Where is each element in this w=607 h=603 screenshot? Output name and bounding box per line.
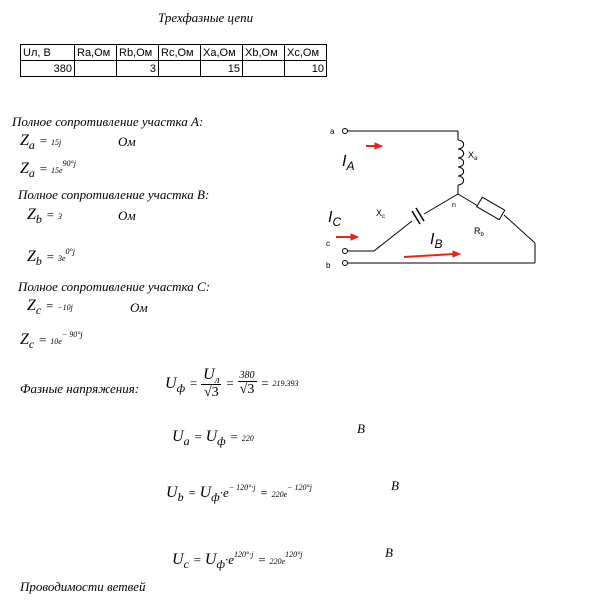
ua-uf-symbol: U: [205, 428, 218, 445]
ub-subscript: b: [177, 490, 184, 504]
uc-uf-symbol: U: [204, 551, 217, 568]
voltage-fraction: [201, 366, 221, 401]
table-header-row: [21, 45, 327, 61]
phase-voltage-formula: $U_ф$ = $\frac{U_л}{√3}$ = $\frac{380}{√3}$ = 219.393: [165, 366, 299, 400]
parameters-table: [20, 44, 327, 77]
ua-unit: В: [357, 421, 365, 436]
uc-result-power: 120°j: [285, 550, 303, 559]
zc-exponential: $Z_c = 10e^{- 90^\circ j}$: [20, 330, 83, 351]
arrow-ib: [404, 254, 454, 257]
value-cell: [75, 61, 117, 77]
za-exp-subscript: a: [28, 166, 35, 180]
page-title: Трехфазные цепи: [158, 10, 254, 25]
rb-letter: R: [474, 226, 481, 236]
uf-symbol: U: [165, 374, 177, 392]
ic-label: [328, 209, 341, 229]
wire-rb-b: [504, 215, 535, 243]
za-exp-power: 90°j: [62, 159, 76, 168]
arrow-ia-head: [375, 143, 382, 149]
ia-label: [342, 153, 354, 173]
zc-algebraic: $Z_c = -10j$: [27, 297, 73, 317]
za-algebraic: $Z_a = 15j$: [20, 132, 62, 152]
ua-symbol: U: [172, 428, 184, 445]
zc-exp-power: − 90°j: [61, 330, 83, 339]
zc-exp-subscript: c: [28, 337, 35, 351]
zb-value: 3: [57, 212, 62, 221]
phase-voltage-result: 219.393: [272, 379, 299, 388]
xc-label: [376, 208, 385, 220]
node-a-label: a: [330, 127, 335, 136]
value-cell: 10: [285, 61, 327, 77]
xc-sub: c: [382, 214, 386, 220]
table-values-row: [21, 61, 327, 77]
node-c-label: c: [326, 239, 330, 248]
voltage-fraction-numeric: [238, 370, 257, 398]
resistor-rb: [477, 197, 505, 220]
section-b-heading: Полное сопротивление участка В:: [18, 187, 210, 202]
header-cell: Rc,Ом: [159, 45, 201, 61]
ub-uf-subscript: ф: [211, 490, 220, 504]
uc-uf-subscript: ф: [216, 557, 226, 571]
section-c-heading: Полное сопротивление участка С:: [18, 279, 211, 294]
za-subscript: a: [28, 138, 35, 152]
ib-letter: I: [430, 231, 435, 248]
zb-algebraic: $Z_b = 3$: [27, 206, 62, 226]
uc-result-base: 220e: [269, 557, 286, 566]
ua-formula: $U_a = U_ф = 220$: [172, 428, 254, 448]
arrow-ic-head: [351, 234, 358, 240]
zb-symbol: Z: [27, 206, 36, 223]
zb-exp-base: 3e: [57, 254, 66, 263]
zc-subscript: c: [35, 303, 42, 317]
ua-uf-subscript: ф: [217, 434, 226, 448]
ib-sub: B: [434, 237, 443, 251]
header-cell: Xc,Ом: [285, 45, 327, 61]
section-a-heading: Полное сопротивление участка А:: [12, 114, 204, 129]
ub-symbol: U: [166, 484, 178, 501]
xc-letter: X: [376, 208, 383, 218]
rb-label: [474, 226, 485, 238]
ua-subscript: a: [183, 434, 190, 448]
node-b-label: b: [326, 261, 331, 270]
terminal-a: [343, 129, 348, 134]
za-symbol: Z: [20, 132, 29, 149]
xa-letter: X: [468, 150, 475, 160]
zc-exp-base: 10e: [50, 337, 62, 346]
ic-letter: I: [328, 209, 333, 226]
za-value: 15j: [50, 138, 62, 147]
za-exponential: $Z_a = 15e^{90^\circ j}$: [20, 159, 76, 180]
arrow-ib-head: [453, 251, 460, 257]
ub-uf-symbol: U: [199, 484, 212, 501]
value-cell: [243, 61, 285, 77]
uc-exp-power: 120°·j: [234, 550, 254, 559]
header-cell: Ra,Ом: [75, 45, 117, 61]
xa-sub: a: [474, 156, 478, 162]
ub-result-base: 220e: [271, 490, 288, 499]
voltage-380: 380: [239, 369, 255, 381]
footer-heading: Проводимости ветвей: [20, 579, 146, 594]
header-cell: Xb,Ом: [243, 45, 285, 61]
zc-exp-symbol: Z: [20, 331, 29, 348]
ib-label: [430, 231, 442, 251]
ub-unit: В: [391, 478, 399, 493]
za-exp-symbol: Z: [20, 160, 29, 177]
uc-formula: $U_c = U_ф\cdot e^{120^\circ\cdot j} = 220e^{120^\circ j}$: [172, 550, 303, 571]
ul-subscript: л: [214, 374, 220, 386]
ub-exp-power: − 120°·j: [228, 483, 256, 492]
ia-letter: I: [342, 153, 347, 170]
terminal-b: [343, 261, 348, 266]
zb-subscript: b: [35, 212, 42, 226]
zb-exp-power: 0°j: [65, 247, 75, 256]
sqrt3-den-numeric: √3: [239, 381, 255, 397]
header-cell: Xa,Ом: [201, 45, 243, 61]
ub-result-power: − 120°j: [287, 483, 312, 492]
uc-subscript: c: [183, 557, 189, 571]
ia-sub: A: [346, 159, 355, 173]
ub-formula: $U_b = U_ф\cdot e^{- 120^\circ\cdot j} = 220e^{- 120^\circ j}$: [166, 483, 312, 504]
zb-unit: Ом: [118, 208, 136, 223]
inductor-xa: [458, 140, 464, 185]
value-cell: 380: [21, 61, 75, 77]
header-cell: Rb,Ом: [117, 45, 159, 61]
uc-unit: В: [385, 545, 393, 560]
value-cell: 3: [117, 61, 159, 77]
uf-subscript: ф: [176, 380, 186, 395]
zc-unit: Ом: [130, 300, 148, 315]
zc-value: −10j: [57, 303, 73, 312]
zb-exp-subscript: b: [35, 254, 42, 268]
phase-voltage-label: Фазные напряжения:: [20, 381, 140, 396]
ul-symbol: U: [203, 366, 215, 383]
rb-sub: b: [480, 232, 484, 238]
terminal-c: [343, 249, 348, 254]
node-n-label: n: [452, 202, 456, 209]
wire-n-rb: [458, 194, 478, 206]
wire-xc-c: [374, 221, 412, 251]
value-cell: 15: [201, 61, 243, 77]
zb-exponential: $Z_b = 3e^{0^\circ j}$: [27, 247, 75, 268]
ua-result: 220: [241, 434, 254, 443]
za-exp-base: 15e: [50, 166, 63, 175]
value-cell: [159, 61, 201, 77]
xa-label: [468, 150, 478, 162]
za-unit: Ом: [118, 134, 136, 149]
zb-exp-symbol: Z: [27, 248, 36, 265]
zc-symbol: Z: [27, 297, 36, 314]
ic-sub: C: [332, 215, 342, 229]
header-cell: Uл, В: [21, 45, 75, 61]
uc-symbol: U: [172, 551, 184, 568]
circuit-diagram: [320, 118, 545, 278]
sqrt3-den: √3: [203, 385, 219, 400]
